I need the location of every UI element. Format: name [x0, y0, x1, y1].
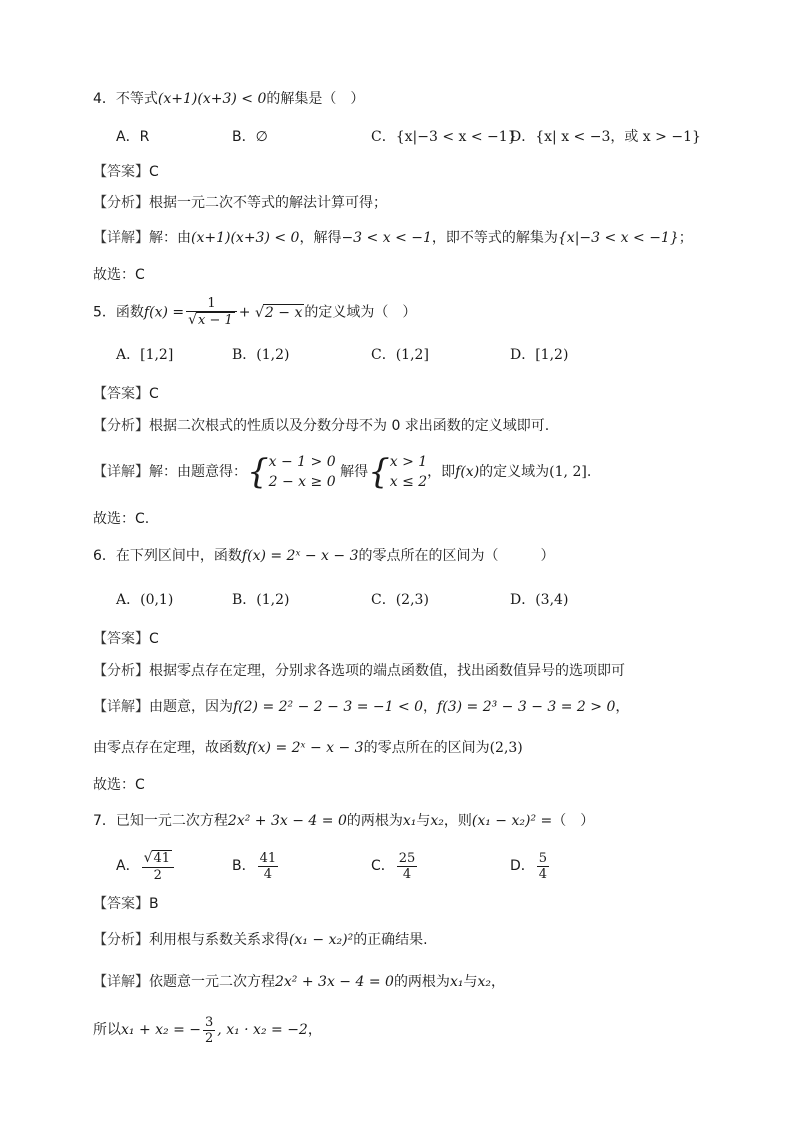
q5-fx: f(x) =	[143, 304, 185, 321]
q6-answer-value: C	[149, 631, 159, 647]
q4-stem	[93, 89, 364, 109]
q4-choose: 故选：C	[93, 267, 145, 283]
detail-label: 【详解】	[93, 699, 149, 715]
q4-detail-m2: −3 < x < −1	[341, 230, 432, 246]
q5-detail-post-b: 的定义域为	[479, 464, 550, 480]
q5-stem	[93, 296, 416, 329]
q7-detail-pre: 依题意一元二次方程	[149, 974, 275, 990]
analysis-label: 【分析】	[93, 663, 149, 679]
q7-option-c-num: 25	[398, 850, 416, 866]
q5-choose: 故选：C.	[93, 511, 150, 527]
q4-option-c: C．{x|−3 < x < −1}	[371, 129, 517, 145]
q7-option-d	[510, 848, 551, 884]
analysis-label: 【分析】	[93, 195, 149, 211]
q7-detail-eq: 2x² + 3x − 4 = 0	[275, 974, 394, 990]
q7-option-d-fraction	[537, 851, 549, 882]
q7-option-a-den: 2	[153, 867, 162, 883]
q6-detail-line2	[93, 738, 523, 758]
q7-line2-pre: 所以	[93, 1022, 121, 1038]
q5-system-2: { x > 1 x ≤ 2	[368, 452, 428, 492]
q7-option-b-num: 41	[259, 850, 277, 866]
q5-sys2-row2: x ≤ 2	[389, 474, 428, 490]
q7-detail-x2: x₂	[477, 974, 491, 990]
q7-x1: x₁	[402, 813, 417, 829]
q7-option-c	[371, 848, 419, 884]
q7-option-d-den: 4	[538, 866, 548, 882]
q7-line2-num: 3	[205, 1014, 214, 1030]
q5-plus: +	[238, 304, 251, 321]
sqrt-symbol: √	[188, 312, 198, 328]
q7-option-b-label: B．	[232, 858, 256, 874]
q5-option-b: B．(1,2)	[232, 347, 290, 363]
q4-detail-pre: 解：由	[149, 230, 191, 246]
q7-detail-x1: x₁	[449, 974, 464, 990]
answer-label: 【答案】	[93, 164, 149, 180]
q7-detail	[93, 972, 505, 992]
q5-option-c: C．(1,2]	[371, 347, 429, 363]
q6-line2-interval: (2,3)	[489, 740, 523, 756]
q7-answer-value: B	[149, 896, 159, 912]
q7-stem-post: （ ）	[552, 813, 595, 829]
q4-stem-math: (x+1)(x+3) < 0	[157, 91, 267, 107]
answer-label: 【答案】	[93, 896, 149, 912]
q5-detail-fx: f(x)	[455, 464, 480, 480]
q7-analysis-post: 的正确结果.	[353, 932, 428, 948]
q5-analysis-text: 根据二次根式的性质以及分数分母不为 0 求出函数的定义域即可.	[149, 418, 550, 434]
q6-detail-sep: ，	[423, 699, 438, 715]
q7-stem	[93, 811, 594, 831]
q5-sys1-row1: x − 1 > 0	[268, 454, 336, 470]
q6-option-d: D．(3,4)	[510, 592, 569, 608]
q4-detail-end: ；	[678, 230, 693, 246]
q6-line2-math: f(x) = 2ˣ − x − 3	[247, 740, 364, 756]
q7-stem-mid2: ，则	[443, 813, 472, 829]
q4-option-d: D．{x| x < −3，或 x > −1}	[510, 129, 701, 145]
sqrt-symbol: √	[254, 304, 264, 321]
q4-detail-m3: {x|−3 < x < −1}	[557, 230, 679, 246]
q7-stem-eq: 2x² + 3x − 4 = 0	[227, 813, 347, 829]
q6-stem-pre: 6．在下列区间中，函数	[93, 548, 242, 564]
q4-detail-m1: (x+1)(x+3) < 0	[191, 230, 300, 246]
q7-analysis-math: (x₁ − x₂)²	[289, 932, 354, 948]
q7-detail-and: 与	[463, 974, 478, 990]
q6-detail-m2: f(3) = 2³ − 3 − 3 = 2 > 0	[437, 699, 616, 715]
q5-frac-den: x − 1	[198, 313, 233, 328]
q7-option-c-den: 4	[402, 866, 412, 882]
q6-options	[0, 589, 794, 613]
q7-stem-pre: 7．已知一元二次方程	[93, 813, 228, 829]
q5-options	[0, 344, 794, 368]
analysis-label: 【分析】	[93, 932, 149, 948]
q7-option-c-fraction	[397, 851, 418, 882]
q5-system-1: { x − 1 > 0 2 − x ≥ 0	[247, 452, 336, 492]
q7-option-b-den: 4	[263, 866, 273, 882]
q4-stem-post: 的解集是（ ）	[266, 91, 365, 107]
q7-option-d-num: 5	[538, 850, 548, 866]
q7-and: 与	[416, 813, 431, 829]
q5-option-d: D．[1,2)	[510, 347, 569, 363]
q5-sys2-row1: x > 1	[389, 454, 428, 470]
q7-line2-m2: , x₁ · x₂ = −2	[217, 1022, 308, 1038]
q6-option-b: B．(1,2)	[232, 592, 290, 608]
q5-detail	[93, 452, 591, 492]
q5-detail-mid: 解得	[340, 464, 369, 480]
q6-detail	[93, 697, 629, 717]
q7-option-a-fraction	[142, 850, 174, 883]
detail-label: 【详解】	[93, 230, 149, 246]
q5-stem-pre: 5．函数	[93, 304, 144, 321]
q7-option-a-num: 41	[153, 850, 171, 866]
q7-option-b-fraction	[258, 851, 279, 882]
q5-frac-num: 1	[186, 296, 237, 312]
answer-label: 【答案】	[93, 631, 149, 647]
answer-label: 【答案】	[93, 386, 149, 402]
q7-option-b	[232, 848, 280, 884]
q7-option-a-label: A．	[116, 858, 140, 874]
q5-analysis	[93, 416, 549, 436]
q4-answer	[93, 162, 159, 182]
q4-stem-pre: 4．不等式	[93, 91, 158, 107]
q7-line2-end: ，	[307, 1022, 322, 1038]
q5-detail-pre: 解：由题意得：	[149, 464, 247, 480]
q7-answer	[93, 894, 159, 914]
q5-answer-value: C	[149, 386, 159, 402]
q4-option-a: A．R	[116, 129, 150, 145]
q7-option-d-label: D．	[510, 858, 535, 874]
q7-options	[0, 848, 794, 884]
q6-stem-post: 的零点所在的区间为（ ）	[358, 548, 555, 564]
q6-detail-pre: 由题意，因为	[149, 699, 233, 715]
q5-detail-end: .	[586, 464, 592, 480]
q4-detail-mid: ，解得	[299, 230, 342, 246]
q6-choose: 故选：C	[93, 777, 145, 793]
q5-detail-interval: (1, 2]	[549, 464, 587, 480]
q6-detail-end: ，	[615, 699, 630, 715]
q7-x2: x₂	[430, 813, 444, 829]
detail-label: 【详解】	[93, 974, 149, 990]
q7-detail-line2	[93, 1012, 322, 1048]
q6-analysis	[93, 661, 625, 681]
q4-option-b: B．∅	[232, 129, 268, 145]
q4-options	[0, 126, 794, 150]
q6-stem	[93, 546, 555, 566]
q4-analysis	[93, 193, 387, 213]
q7-option-a	[116, 848, 176, 884]
q6-option-a: A．(0,1)	[116, 592, 174, 608]
q7-analysis-pre: 利用根与系数关系求得	[149, 932, 289, 948]
q7-line2-den: 2	[205, 1030, 214, 1046]
q6-line2-mid: 的零点所在的区间为	[363, 740, 490, 756]
analysis-label: 【分析】	[93, 418, 149, 434]
q7-option-c-label: C．	[371, 858, 395, 874]
q6-answer	[93, 629, 159, 649]
q5-sys1-row2: 2 − x ≥ 0	[268, 474, 336, 490]
detail-label: 【详解】	[93, 464, 149, 480]
q6-option-c: C．(2,3)	[371, 592, 429, 608]
q5-option-a: A．[1,2]	[116, 347, 174, 363]
q5-fraction	[186, 296, 237, 329]
q5-sqrt-term: 2 − x	[264, 304, 303, 321]
q5-detail-post-a: ，即	[427, 464, 456, 480]
sqrt-symbol: √	[143, 849, 153, 866]
q7-line2-m1: x₁ + x₂ = −	[121, 1022, 202, 1038]
q7-line2-fraction	[203, 1015, 215, 1046]
q4-analysis-text: 根据一元二次不等式的解法计算可得；	[149, 195, 387, 211]
q6-stem-math: f(x) = 2ˣ − x − 3	[241, 548, 359, 564]
q7-analysis	[93, 930, 428, 950]
q4-detail-mid2: ，即不等式的解集为	[431, 230, 558, 246]
q7-detail-mid: 的两根为	[393, 974, 450, 990]
q4-detail	[93, 228, 693, 248]
q7-stem-mid: 的两根为	[346, 813, 403, 829]
q4-answer-value: C	[149, 164, 159, 180]
q6-line2-pre: 由零点存在定理，故函数	[93, 740, 247, 756]
q5-stem-post: 的定义域为（ ）	[304, 304, 417, 321]
q7-detail-end: ，	[490, 974, 505, 990]
q6-analysis-text: 根据零点存在定理，分别求各选项的端点函数值，找出函数值异号的选项即可	[149, 663, 625, 679]
q6-detail-m1: f(2) = 2² − 2 − 3 = −1 < 0	[233, 699, 424, 715]
q5-answer	[93, 384, 159, 404]
q7-stem-math: (x₁ − x₂)² =	[471, 813, 553, 829]
